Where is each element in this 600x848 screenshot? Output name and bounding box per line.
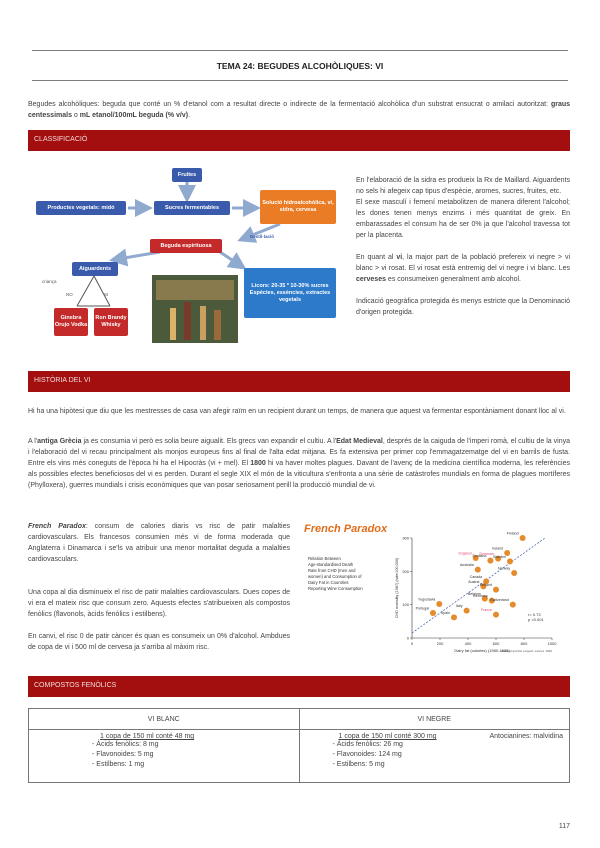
cell-vi-negre	[299, 730, 570, 783]
point-label: Denmark	[479, 552, 495, 557]
data-point	[436, 601, 442, 607]
point-label: Finland	[506, 531, 519, 536]
vi-blanc-list	[74, 740, 298, 770]
vi-negre-lead: 1 copa de 150 ml conté 300 mg	[338, 733, 437, 740]
node-productes-vegetals: Productes vegetals: midó	[36, 201, 126, 215]
vi-negre-item: - Estilbens: 5 mg	[345, 760, 569, 770]
french-p2: Una copa al dia disminueix el risc de patir malalties cardiovasculars. Dues copes de vi era el mateix risc que consum zero. Aquests efectes s'atribueixen als compostos fenòlics (flavonols, àcids fenòlics i estilbens).	[28, 589, 290, 618]
chart-subtitle-line: Age-standardised Death	[308, 562, 354, 567]
point-label: Austria	[468, 579, 480, 584]
french-paradox-chart	[300, 518, 570, 656]
y-tick-label: 100	[402, 602, 409, 608]
label-destillacio: Destil·lació	[250, 234, 275, 239]
vi-negre-item: - Àcids fenòlics: 26 mg	[345, 740, 569, 750]
section-composts: COMPOSTOS FENÒLICS	[28, 676, 570, 697]
top-rule	[32, 50, 568, 51]
x-tick-label: 0	[410, 641, 414, 646]
chart-svg	[300, 518, 570, 656]
point-label: Belgium	[467, 592, 481, 597]
data-point	[464, 608, 470, 614]
note-indicacio: Indicació geogràfica protegida és menys estricte que la Denominació d'origen protegida.	[356, 298, 570, 316]
label-si: SI	[104, 292, 109, 297]
chart-title: French Paradox	[304, 523, 388, 535]
chart-subtitle-line: Reporting Wine Consumption	[308, 586, 363, 591]
data-point	[493, 612, 499, 618]
x-tick-label: 400	[464, 641, 472, 646]
x-tick-label: 1000	[547, 641, 557, 646]
data-point	[507, 558, 513, 564]
page-number: 117	[558, 823, 570, 830]
vi-negre-list	[315, 740, 569, 770]
note-sexe: El sexe masculí i femení metabolitzen de manera diferent l'alcohol; les dones tenen menys enzims i més quantitat de greix. En embarassades el consum ha de ser 0% ja que l'alcohol travessa tot per la placenta.	[356, 199, 570, 239]
data-point	[510, 602, 516, 608]
y-tick-label: 300	[402, 535, 409, 541]
section-historia: HISTÒRIA DEL VI	[28, 371, 570, 392]
data-point	[511, 570, 517, 576]
vi-blanc-item: - Àcids fenòlics: 8 mg	[104, 740, 298, 750]
point-label: Yugoslavia	[417, 597, 436, 602]
title-rule	[32, 80, 568, 81]
x-tick-label: 200	[436, 641, 444, 646]
vi-negre-antocianines: Antocianines: malvidina	[489, 733, 563, 740]
chart-subtitle-line: Relation Between	[308, 556, 341, 561]
label-no: NO	[66, 292, 73, 297]
data-point	[520, 535, 526, 541]
data-point	[430, 610, 436, 616]
historia-p2: A l'antiga Grècia ja es consumia vi però es solia beure aigualit. Els grecs van expandir el cultiu. A l'Edat Medieval, després de la caiguda de l'imperi romà, el cultiu de la vinya i l'elaboració del vi recau principalment als monjos europeus fins al final de l'alta edat mitjana. Es fa extensiva per primer cop l'emmagatzematge del vi en barrils de fusta. Entre els vins més coneguts de l'època hi ha el Hipocràs (vi + mel). El 1800 hi va haver moltes plagues. Davant de l'avenç de la medicina científica moderna, les referències als possibles efectes beneficiosos del vi es perden. Durant el segle XIX el món de la viticultura s'enfronta a una sèrie de catàstrofes mundials en forma de plagues mortíferes (Phylloxera), guerres mundials i crisis econòmiques que van posar seriosament perill la producció mundial de vi.	[28, 438, 570, 489]
point-label: England	[458, 551, 472, 556]
data-point	[451, 614, 457, 620]
data-point	[475, 567, 481, 573]
x-axis-label: Dairy fat (calories) (1980-1985)	[454, 648, 510, 653]
x-tick-label: 600	[492, 641, 500, 646]
point-label: Sweden	[493, 554, 506, 559]
label-crianca: criança	[42, 279, 57, 284]
point-label: Scotland	[472, 554, 487, 559]
node-licors: Licors: 20-35 º 10-30% sucres Espècies, essències, extractes vegetals	[244, 268, 336, 318]
historia-p1: Hi ha una hipòtesi que diu que les mestresses de casa van afegir raïm en un recipient durant un temps, de manera que aquest va fermentar espontàniament donant lloc al vi.	[28, 408, 566, 415]
point-label: Germany	[473, 594, 488, 599]
chart-stats: r= 0.73	[528, 612, 541, 617]
chart-subtitle-line: Rate from CHD (men and	[308, 568, 356, 573]
point-label: Australia	[459, 563, 474, 568]
section-classificacio: CLASSIFICACIÓ	[28, 130, 570, 151]
data-point	[493, 587, 499, 593]
point-label: Norway	[498, 566, 511, 571]
point-label: Switzerland	[490, 598, 509, 603]
point-label: Canada	[469, 574, 483, 579]
y-axis-label: CHD mortality (1987) (rate/100,000)	[395, 557, 399, 619]
note-sidra: En l'elaboració de la sidra es produeix la Rx de Maillard. Aiguardents no sels hi afegeix cap tipus d'espècie, aromes, sucres, fruites, etc.	[356, 177, 570, 195]
node-sucres: Sucres fermentables	[154, 201, 230, 215]
x-tick-label: 800	[520, 641, 528, 646]
classification-notes	[356, 175, 570, 318]
point-label: Spain	[440, 610, 450, 615]
french-p1: French Paradox: consum de calories diaris vs risc de patir malalties cardiovasculars. Els francesos consumien més vi de forma moderada que Anglaterra i Dinamarca i se'ls va atribuir una menor mortalitat deguda a malalties cardiovasculars.	[28, 523, 290, 563]
header-vi-blanc: VI BLANC	[29, 709, 300, 730]
vi-negre-item: - Flavonoides: 124 mg	[345, 750, 569, 760]
y-tick-label: 0	[406, 635, 409, 641]
vi-blanc-item: - Estilbens: 1 mg	[104, 760, 298, 770]
node-fruites: Fruites	[172, 168, 202, 182]
y-tick-label: 200	[402, 568, 409, 574]
header-vi-negre: VI NEGRE	[299, 709, 570, 730]
point-label: France	[480, 608, 492, 613]
point-label: Portugal	[415, 606, 429, 611]
chart-stats: p <0.001	[528, 617, 544, 622]
page-title: TEMA 24: BEGUDES ALCOHÒLIQUES: VI	[216, 61, 384, 71]
intro-paragraph: Begudes alcohòliques: beguda que conté un % d'etanol com a resultat directe o indirecte de la fermentació alcohòlica d'un substrat ensucrat o amilaci autoritzat: graus centessimals o mL etanol/100mL beguda (% v/v).	[28, 101, 570, 119]
node-ginebra: Ginebra Orujo Vodka	[54, 308, 88, 336]
node-beguda-espirituosa: Beguda espirituosa	[150, 239, 222, 253]
point-label: Holland	[479, 583, 492, 588]
chart-subtitle-line: women) and Consumption of	[308, 574, 362, 579]
phenolic-table	[28, 708, 570, 783]
regression-line	[412, 538, 545, 633]
note-vi: En quant al vi, la major part de la població prefereix vi negre > vi blanc > vi rosat. El vi rosat està entremig del vi negre i vi blanc. Les cerveses es consumeixen generalment amb alcohol.	[356, 254, 570, 283]
chart-subtitle-line: Dairy Fat in Countries	[308, 580, 349, 585]
classification-diagram	[32, 160, 344, 350]
vi-blanc-lead: 1 copa de 150 ml conté 48 mg	[100, 733, 195, 740]
node-aiguardents: Aiguardents	[72, 262, 118, 276]
vi-blanc-item: - Flavonoides: 5 mg	[104, 750, 298, 760]
french-p3: En canvi, el risc 0 de patir càncer és quan es consumeix un 0% d'alcohol. Ambdues de copa de vi i 500 ml de cervesa ja s'arriba al màxim risc.	[28, 633, 290, 651]
point-label: Ireland	[492, 546, 504, 551]
cell-vi-blanc	[29, 730, 300, 783]
node-solucio: Solució hidroalcohòlica, vi, sidra, cervesa	[260, 190, 336, 224]
point-label: Italy	[456, 604, 463, 609]
node-ron: Ron Brandy Whisky	[94, 308, 128, 336]
chart-source: Renaud and De Lorgeril. Lancet, 1992	[501, 649, 552, 653]
